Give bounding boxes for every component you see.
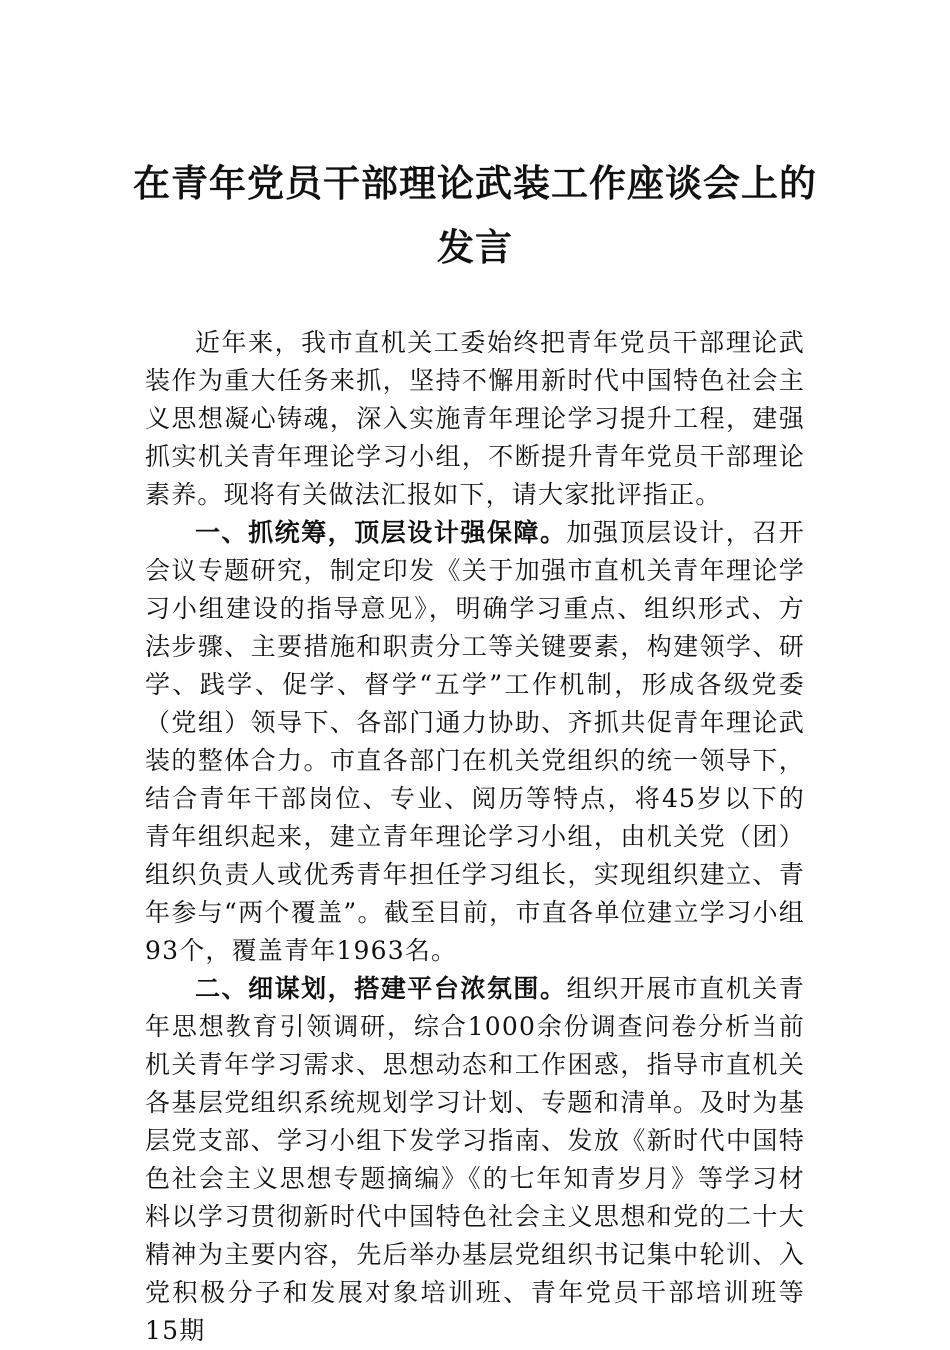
paragraph-text: 组织开展市直机关青年思想教育引领调研，综合1000余份调查问卷分析当前机关青年学习需求、思想动态和工作困惑，指导市直机关各基层党组织系统规划学习计划、专题和清单。及时为基层党支部、学习小组下发学习指南、发放《新时代中国特色社会主义思想专题摘编》《的七年知青岁月》等学习材料以学习贯彻新时代中国特色社会主义思想和党的二十大精神为主要内容，先后举办基层党组织书记集中轮训、入党积极分子和发展对象培训班、青年党员干部培训班等15期: [145, 974, 805, 1345]
title-line-2: 发言: [437, 226, 513, 269]
paragraph-section-1: [145, 514, 805, 970]
paragraph-intro: [145, 324, 805, 514]
section-heading: 二、细谋划，搭建平台浓氛围。: [195, 974, 567, 1003]
title-line-1: 在青年党员干部理论武装工作座谈会上的: [133, 162, 817, 205]
paragraph-text: 近年来，我市直机关工委始终把青年党员干部理论武装作为重大任务来抓，坚持不懈用新时代中国特色社会主义思想凝心铸魂，深入实施青年理论学习提升工程，建强抓实机关青年理论学习小组，不断提升青年党员干部理论素养。现将有关做法汇报如下，请大家批评指正。: [145, 328, 805, 509]
document-body: [145, 324, 805, 1350]
document-title: [120, 152, 830, 280]
paragraph-section-2: [145, 970, 805, 1350]
section-heading: 一、抓统筹，顶层设计强保障。: [195, 518, 567, 547]
paragraph-text: 加强顶层设计，召开会议专题研究，制定印发《关于加强市直机关青年理论学习小组建设的指导意见》，明确学习重点、组织形式、方法步骤、主要措施和职责分工等关键要素，构建领学、研学、践学、促学、督学“五学”工作机制，形成各级党委（党组）领导下、各部门通力协助、齐抓共促青年理论武装的整体合力。市直各部门在机关党组织的统一领导下，结合青年干部岗位、专业、阅历等特点，将45岁以下的青年组织起来，建立青年理论学习小组，由机关党（团）组织负责人或优秀青年担任学习组长，实现组织建立、青年参与“两个覆盖”。截至目前，市直各单位建立学习小组93个，覆盖青年1963名。: [145, 518, 805, 965]
